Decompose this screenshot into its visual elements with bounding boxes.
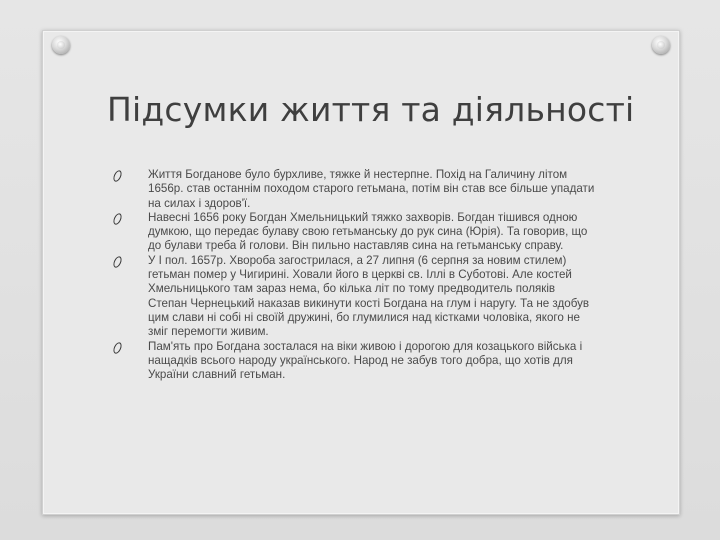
bullet-item [110,340,595,383]
bullet-text: Навесні 1656 року Богдан Хмельницький тяжко захворів. Богдан тішився одною думкою, що передає булаву свою гетьманську до рук сина (Юрія). Та говорив, що до булави треба й голови. Він пильно наставляв сина на гетьманську справу. [148,210,588,253]
bullet-oval-icon [112,169,123,183]
slide-title: Підсумки життя та діяльності [107,90,635,129]
pin-icon [652,36,670,54]
bullet-list [110,168,595,382]
bullet-oval-icon [112,255,123,269]
bullet-oval-icon [112,341,123,355]
bullet-oval-icon [112,212,123,226]
bullet-item [110,168,595,211]
bullet-text: Життя Богданове було бурхливе, тяжке й нестерпне. Похід на Галичину літом 1656р. став останнім походом старого гетьмана, потім він став все більше упадати на силах і здоров'ї. [148,168,595,210]
bullet-item [110,211,595,254]
bullet-text: Пам'ять про Богдана зосталася на віки живою і дорогою для козацького війська і нащадків всього народу українського. Народ не забув того добра, що хотів для України славний гетьман. [148,339,583,382]
bullet-item [110,254,595,340]
pin-icon [52,36,70,54]
bullet-text: У І пол. 1657р. Хвороба загострилася, а 27 липня (6 серпня за новим стилем) гетьман помер у Чигирині. Ховали його в церкві св. Іллі в Суботові. Але костей Хмельницького там зараз нема, бо кілька літ по тому предводитель поляків Степан Чернецький наказав викинути кості Богдана на глум і наругу. Та не здобув цим слави ні собі ні своїй дружині, бо глумилися над кістками чоловіка, якого не зміг перемогти живим. [148,253,590,339]
